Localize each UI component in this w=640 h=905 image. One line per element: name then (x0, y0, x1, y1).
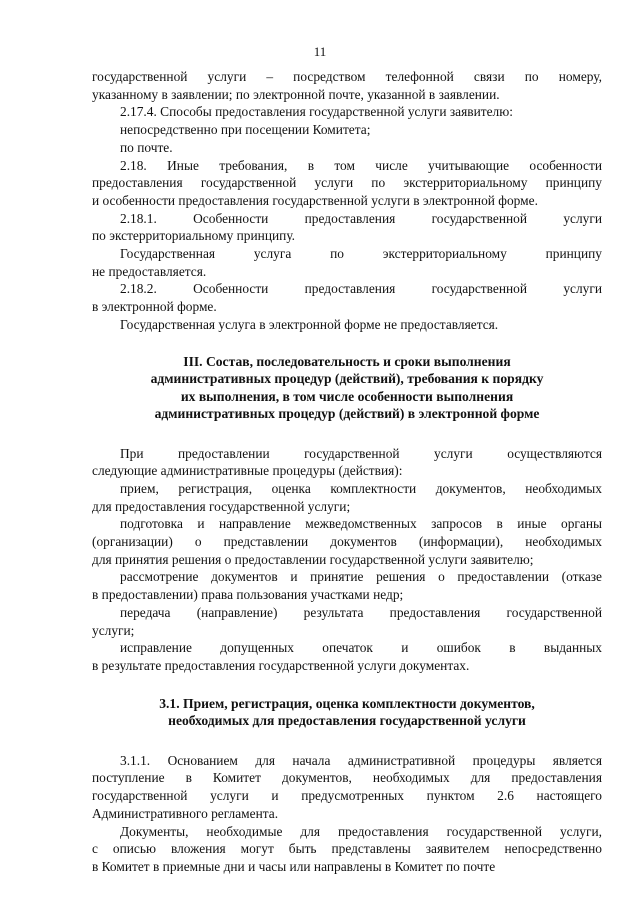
text-line: следующие административные процедуры (действия): (92, 463, 403, 479)
text-line: Административного регламента. (92, 805, 279, 821)
text-line: в результате предоставления государственной услуги документах. (92, 657, 470, 673)
text-line: 2.18. Иные требования, в том числе учитывающие особенности (120, 157, 602, 173)
text-line: для принятия решения о предоставлении государственной услуги заявителю; (92, 551, 534, 567)
text-line: Документы, необходимые для предоставления государственной услуги, (120, 823, 602, 839)
text-line: 2.17.4. Способы предоставления государственной услуги заявителю: (120, 104, 513, 120)
text-line: передача (направление) результата предоставления государственной (120, 604, 602, 620)
text-line: 3.1.1. Основанием для начала административной процедуры является (120, 752, 602, 768)
text-line: 2.18.1. Особенности предоставления государственной услуги (120, 210, 602, 226)
top-paragraphs (92, 68, 602, 334)
text-line: с описью вложения могут быть представлены заявителем непосредственно (92, 841, 602, 857)
text-line: При предоставлении государственной услуги осуществляются (120, 445, 602, 461)
text-line: указанному в заявлении; по электронной почте, указанной в заявлении. (92, 86, 500, 102)
document-body (92, 68, 602, 876)
section-3-1-heading (92, 695, 602, 730)
text-line: 2.18.2. Особенности предоставления государственной услуги (120, 281, 602, 297)
text-line: предоставления государственной услуги по экстерриториальному принципу (92, 175, 602, 191)
text-line: Государственная услуга по экстерриториальному принципу (120, 246, 602, 262)
text-line: по почте. (120, 139, 173, 155)
text-line: по экстерриториальному принципу. (92, 228, 296, 244)
text-line: Государственная услуга в электронной форме не предоставляется. (120, 316, 499, 332)
text-line: в электронной форме. (92, 299, 217, 315)
text-line: услуги; (92, 622, 135, 638)
text-line: подготовка и направление межведомственных запросов в иные органы (120, 516, 602, 532)
text-line: не предоставляется. (92, 263, 207, 279)
bottom-paragraphs (92, 752, 602, 876)
text-line: для предоставления государственной услуги; (92, 498, 351, 514)
page-number: 11 (313, 44, 327, 59)
text-line: рассмотрение документов и принятие решения о предоставлении (отказе (120, 569, 602, 585)
text-line: (организации) о представлении документов (информации), необходимых (92, 534, 602, 550)
heading-line: административных процедур (действий) в электронной форме (154, 406, 540, 422)
text-line: прием, регистрация, оценка комплектности документов, необходимых (120, 480, 602, 496)
text-line: в предоставлении) права пользования участками недр; (92, 587, 404, 603)
procedures-list (92, 445, 602, 675)
heading-line: 3.1. Прием, регистрация, оценка комплектности документов, (159, 695, 535, 711)
text-line: исправление допущенных опечаток и ошибок в выданных (120, 640, 602, 656)
section-3-heading (92, 353, 602, 423)
text-line: государственной услуги – посредством телефонной связи по номеру, (92, 69, 602, 84)
heading-line: их выполнения, в том числе особенности выполнения (180, 388, 514, 404)
text-line: поступление в Комитет документов, необходимых для предоставления (92, 770, 602, 786)
heading-line: административных процедур (действий), требования к порядку (150, 371, 544, 387)
text-line: непосредственно при посещении Комитета; (120, 122, 371, 138)
text-line: государственной услуги и предусмотренных пунктом 2.6 настоящего (92, 788, 602, 804)
text-line: в Комитет в приемные дни и часы или направлены в Комитет по почте (92, 858, 496, 874)
text-line: и особенности предоставления государственной услуги в электронной форме. (92, 192, 538, 208)
heading-line: III. Состав, последовательность и сроки выполнения (183, 353, 511, 369)
heading-line: необходимых для предоставления государственной услуги (168, 713, 526, 729)
